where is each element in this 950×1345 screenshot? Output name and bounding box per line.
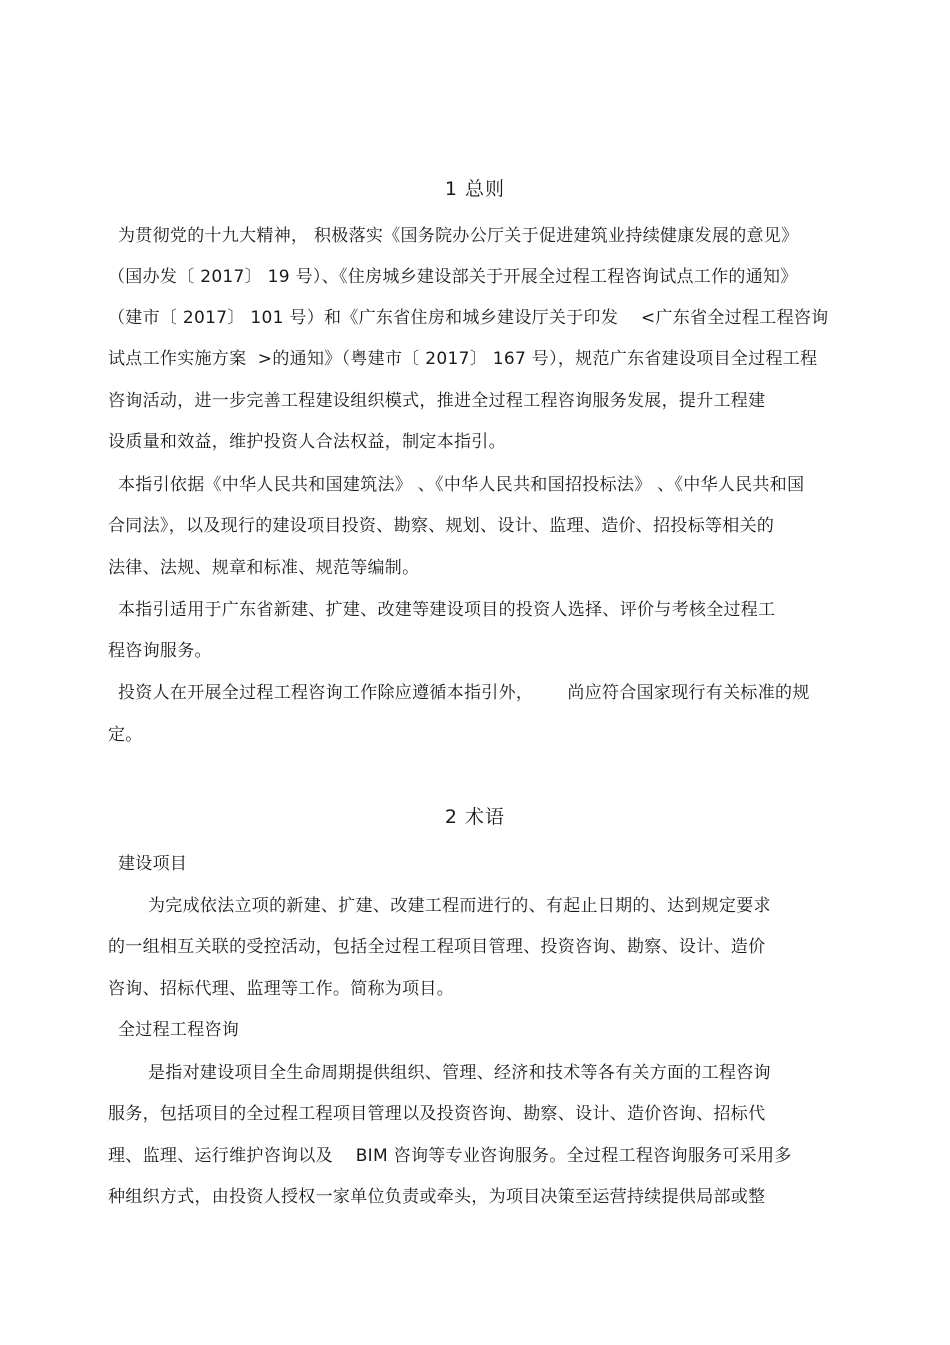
paragraph-line: 种组织方式，由投资人授权一家单位负责或牵头，为项目决策至运营持续提供局部或整 <box>108 1187 766 1207</box>
paragraph-line: 咨询、招标代理、监理等工作。简称为项目。 <box>108 979 454 999</box>
paragraph-line: 法律、法规、规章和标准、规范等编制。 <box>108 558 420 578</box>
term-title: 全过程工程咨询 <box>118 1020 240 1040</box>
paragraph-line: 咨询活动，进一步完善工程建设组织模式，推进全过程工程咨询服务发展，提升工程建 <box>108 391 766 411</box>
paragraph-line: 试点工作实施方案 >的通知》（粤建市〔 2017〕 167 号），规范广东省建设项目全过程工程 <box>108 349 818 369</box>
paragraph-line: 为贯彻党的十九大精神， 积极落实《国务院办公厅关于促进建筑业持续健康发展的意见》 <box>118 226 799 246</box>
paragraph-line: 为完成依法立项的新建、扩建、改建工程而进行的、有起止日期的、达到规定要求 <box>148 896 771 916</box>
term-title: 建设项目 <box>118 854 188 874</box>
paragraph-line: 本指引适用于广东省新建、扩建、改建等建设项目的投资人选择、评价与考核全过程工 <box>118 600 776 620</box>
paragraph-line: 服务，包括项目的全过程工程项目管理以及投资咨询、勘察、设计、造价咨询、招标代 <box>108 1104 766 1124</box>
paragraph-line: （建市〔 2017〕 101 号）和《广东省住房和城乡建设厅关于印发 <广东省全过程工程咨询 <box>108 308 829 328</box>
paragraph-line: 是指对建设项目全生命周期提供组织、管理、经济和技术等各有关方面的工程咨询 <box>148 1063 771 1083</box>
section-heading-general: 1 总则 <box>444 178 506 200</box>
paragraph-line: 的一组相互关联的受控活动，包括全过程工程项目管理、投资咨询、勘察、设计、造价 <box>108 937 766 957</box>
paragraph-line: （国办发〔 2017〕 19 号）、《住房城乡建设部关于开展全过程工程咨询试点工作的通知》 <box>108 267 798 287</box>
paragraph-line: 本指引依据《中华人民共和国建筑法》 、《中华人民共和国招投标法》 、《中华人民共和国 <box>118 475 805 495</box>
paragraph-line: 程咨询服务。 <box>108 641 212 661</box>
paragraph-line: 合同法》，以及现行的建设项目投资、勘察、规划、设计、监理、造价、招投标等相关的 <box>108 516 775 536</box>
paragraph-line: 投资人在开展全过程工程咨询工作除应遵循本指引外， 尚应符合国家现行有关标准的规 <box>118 683 810 703</box>
paragraph-line: 定。 <box>108 725 143 745</box>
section-heading-terms: 2 术语 <box>444 806 506 828</box>
paragraph-line: 理、监理、运行维护咨询以及 BIM 咨询等专业咨询服务。全过程工程咨询服务可采用多 <box>108 1146 792 1166</box>
paragraph-line: 设质量和效益，维护投资人合法权益，制定本指引。 <box>108 432 506 452</box>
